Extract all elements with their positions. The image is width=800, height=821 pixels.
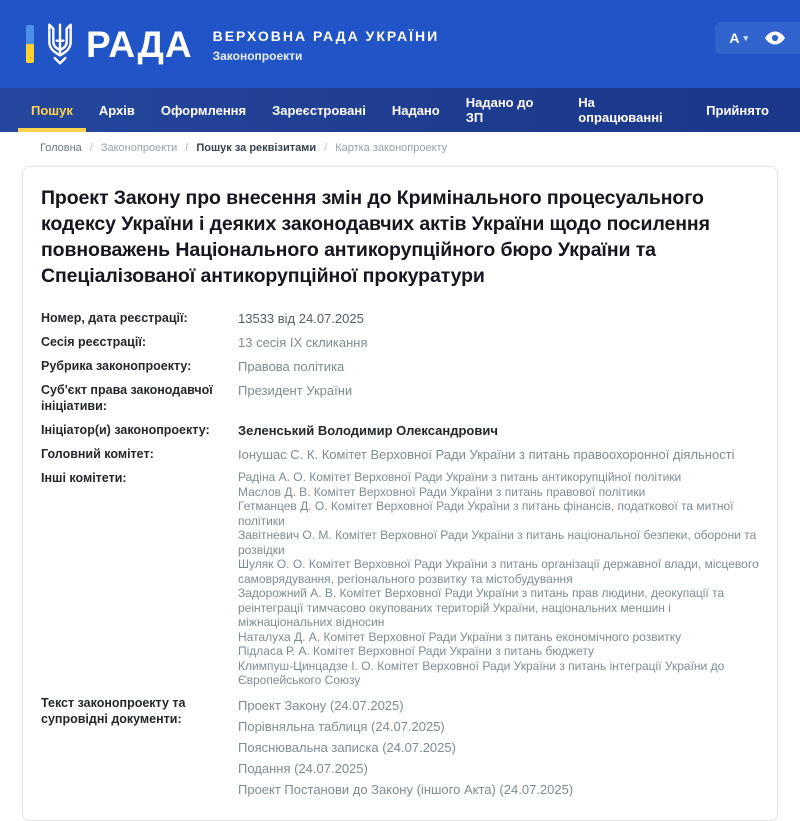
- accessibility-eye-button[interactable]: [764, 31, 786, 45]
- main-nav: [0, 88, 800, 132]
- bill-title: Проект Закону про внесення змін до Кримінального процесуального кодексу України і деяких законодавчих актів України щодо посилення повноважень Національного антикорупційного бюро України та Спеціалізованої антикорупційної прокуратури: [41, 187, 710, 288]
- committee-item: Задорожний А. В. Комітет Верховної Ради України з питань прав людини, деокупації та реінтеграції тимчасово окупованих територій України, національних меншин і міжнаціональних відносин: [238, 586, 725, 630]
- breadcrumb-poshuk-za-rekvizytamy[interactable]: / Пошук за реквізитами: [177, 142, 316, 154]
- field-label-rubric: Рубрика законопроекту:: [41, 358, 192, 373]
- document-link[interactable]: Порівняльна таблиця (24.07.2025): [238, 718, 445, 734]
- field-label-subject: Суб'єкт права законодавчої ініціативи:: [41, 382, 213, 414]
- field-label-session: Сесія реєстрації:: [41, 334, 146, 349]
- nav-item-nadano[interactable]: Надано: [391, 102, 440, 118]
- committee-item: Шуляк О. О. Комітет Верховної Ради України з питань організації державної влади, місцевого самоврядування, регіонального розвитку та містобудування: [238, 557, 759, 586]
- bill-card: [22, 166, 778, 821]
- rada-logo[interactable]: [26, 22, 193, 66]
- nav-item-arkhiv[interactable]: Архів: [98, 102, 135, 118]
- committee-item: Підласа Р. А. Комітет Верховної Ради України з питань бюджету: [238, 644, 595, 659]
- committee-item: Радіна А. О. Комітет Верховної Ради України з питань антикорупційної політики: [238, 470, 682, 485]
- nav-item-oformlennia[interactable]: Оформлення: [160, 102, 247, 118]
- nav-item-na-opratsiuvanni[interactable]: На опрацюванні: [578, 95, 663, 125]
- field-label-number: Номер, дата реєстрації:: [41, 310, 188, 325]
- nav-item-nadano-do-zp[interactable]: Надано до ЗП: [465, 95, 534, 125]
- site-subtitle: Законопроекти: [212, 48, 303, 63]
- document-link[interactable]: Проект Постанови до Закону (іншого Акта) (24.07.2025): [238, 781, 574, 797]
- header-controls: [715, 22, 800, 54]
- other-committees-list: [238, 470, 759, 688]
- field-value-rubric: Правова політика: [238, 358, 345, 374]
- field-label-documents: Текст законопроекту та супровідні документи:: [41, 695, 186, 727]
- nav-item-pryiniato[interactable]: Прийнято: [706, 102, 769, 118]
- field-value-main-committee: Іонушас С. К. Комітет Верховної Ради України з питань правоохоронної діяльності: [238, 447, 735, 463]
- trident-icon: [44, 22, 76, 66]
- field-label-initiator: Ініціатор(и) законопроекту:: [41, 422, 210, 437]
- committee-item: Гетманцев Д. О. Комітет Верховної Ради України з питань фінансів, податкової та митної політики: [238, 499, 734, 528]
- site-title: ВЕРХОВНА РАДА УКРАЇНИ: [212, 27, 440, 44]
- site-header: [0, 0, 800, 88]
- committee-item: Климпуш-Цинцадзе І. О. Комітет Верховної Ради України з питань інтеграції України до Європейського Союзу: [238, 658, 725, 688]
- breadcrumb-zakonoproekty[interactable]: / Законопроекти: [82, 142, 178, 154]
- field-value-initiator: Зеленський Володимир Олександрович: [238, 422, 498, 438]
- field-label-main-committee: Головний комітет:: [41, 447, 154, 462]
- field-value-number: 13533 від 24.07.2025: [238, 310, 364, 326]
- main-content: [0, 160, 800, 821]
- field-value-subject: Президент України: [238, 382, 353, 398]
- font-size-label: A: [729, 30, 740, 46]
- chevron-down-icon: ▾: [743, 32, 748, 43]
- documents-list: [238, 695, 759, 800]
- field-value-session: 13 сесія IX скликання: [238, 334, 368, 350]
- committee-item: Наталуха Д. А. Комітет Верховної Ради України з питань економічного розвитку: [238, 629, 682, 644]
- nav-item-poshuk[interactable]: Пошук: [18, 88, 86, 132]
- eye-icon: [764, 31, 786, 45]
- nav-item-zareiestrovani[interactable]: Зареєстровані: [272, 102, 366, 118]
- breadcrumb-kartka: / Картка законопроекту: [316, 142, 447, 154]
- committee-item: Маслов Д. В. Комітет Верховної Ради України з питань правової політики: [238, 484, 646, 499]
- bill-fields: [41, 310, 759, 800]
- font-size-button[interactable]: [729, 30, 748, 46]
- logo-text: РАДА: [86, 23, 193, 65]
- site-title-block: [213, 26, 440, 63]
- document-link[interactable]: Подання (24.07.2025): [238, 760, 368, 776]
- field-label-other-committees: Інші комітети:: [41, 471, 127, 486]
- breadcrumb-home[interactable]: Головна: [40, 142, 82, 154]
- committee-item: Завітневич О. М. Комітет Верховної Ради України з питань національної безпеки, оборони та розвідки: [238, 528, 757, 557]
- document-link[interactable]: Проект Закону (24.07.2025): [238, 697, 404, 713]
- breadcrumb: [0, 132, 800, 160]
- ukraine-flag-bar: [26, 25, 34, 63]
- document-link[interactable]: Пояснювальна записка (24.07.2025): [238, 739, 456, 755]
